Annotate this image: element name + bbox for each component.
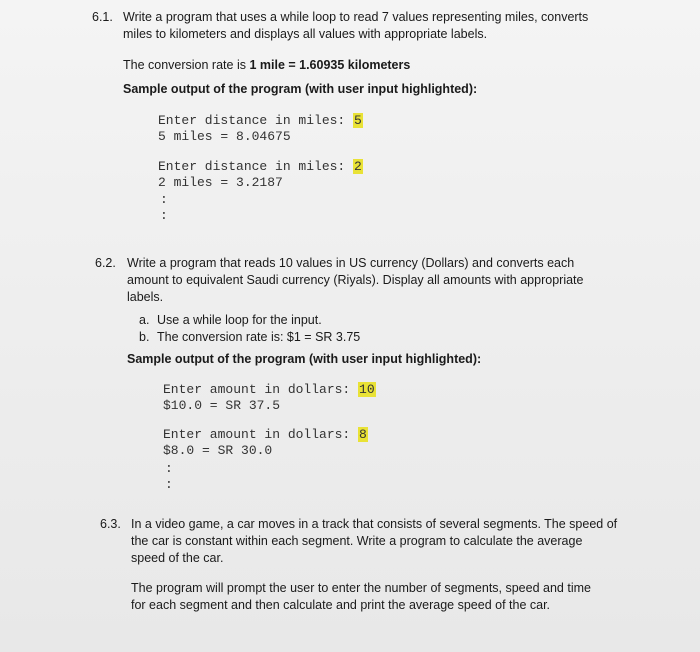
q2-run2-prompt-line (163, 427, 368, 442)
q2-run2-input: 8 (359, 427, 367, 442)
q1-run2-result: 2 miles = 3.2187 (158, 175, 283, 190)
q1-ellipsis-2: : (160, 208, 168, 223)
q2-run1-result: $10.0 = SR 37.5 (163, 398, 281, 413)
q3-number: 6.3. (100, 517, 121, 531)
q2-sample-heading: Sample output of the program (with user input highlighted): (127, 352, 482, 366)
q2-number: 6.2. (95, 256, 116, 270)
q1-sample-heading: Sample output of the program (with user input highlighted): (123, 82, 478, 96)
q1-run2-prompt: Enter distance in miles: (158, 159, 354, 174)
q2-item-a-marker: a. (139, 313, 150, 327)
q1-number: 6.1. (92, 10, 113, 24)
q2-run2-prompt: Enter amount in dollars: (163, 427, 359, 442)
q2-text-line3: labels. (127, 290, 164, 304)
q2-text-line2: amount to equivalent Saudi currency (Riyals). Display all amounts with appropriate (127, 273, 584, 287)
q3-text-line2: the car is constant within each segment. Write a program to calculate the average (131, 534, 583, 548)
q1-run2-prompt-line (158, 159, 363, 174)
q1-run1-result: 5 miles = 8.04675 (158, 129, 291, 144)
q1-run1-prompt: Enter distance in miles: (158, 113, 354, 128)
q3-para2-line1: The program will prompt the user to enter the number of segments, speed and time (131, 581, 591, 595)
q1-rate-prefix: The conversion rate is (123, 58, 250, 72)
q2-run1-prompt: Enter amount in dollars: (163, 382, 359, 397)
q2-item-a-text: Use a while loop for the input. (157, 313, 322, 327)
q3-para2-line2: for each segment and then calculate and print the average speed of the car. (131, 598, 551, 612)
q1-run1-prompt-line (158, 113, 363, 128)
q2-item-b-text: The conversion rate is: $1 = SR 3.75 (157, 330, 361, 344)
q1-rate-value: 1 mile = 1.60935 kilometers (249, 58, 411, 72)
q1-rate-line (123, 57, 410, 74)
q3-text-line1: In a video game, a car moves in a track that consists of several segments. The speed of (131, 517, 618, 531)
q2-ellipsis-1: : (165, 461, 173, 476)
q1-run1-input: 5 (354, 113, 362, 128)
q2-run1-input: 10 (359, 382, 375, 397)
q1-text-line1: Write a program that uses a while loop to read 7 values representing miles, converts (123, 10, 589, 24)
q1-run2-input: 2 (354, 159, 362, 174)
q2-run1-prompt-line (163, 382, 376, 397)
q2-run2-result: $8.0 = SR 30.0 (163, 443, 273, 458)
q2-ellipsis-2: : (165, 477, 173, 492)
q1-ellipsis-1: : (160, 192, 168, 207)
q3-text-line3: speed of the car. (131, 551, 224, 565)
q2-item-b-marker: b. (139, 330, 150, 344)
q1-text-line2: miles to kilometers and displays all values with appropriate labels. (123, 27, 488, 41)
q2-text-line1: Write a program that reads 10 values in US currency (Dollars) and converts each (127, 256, 575, 270)
